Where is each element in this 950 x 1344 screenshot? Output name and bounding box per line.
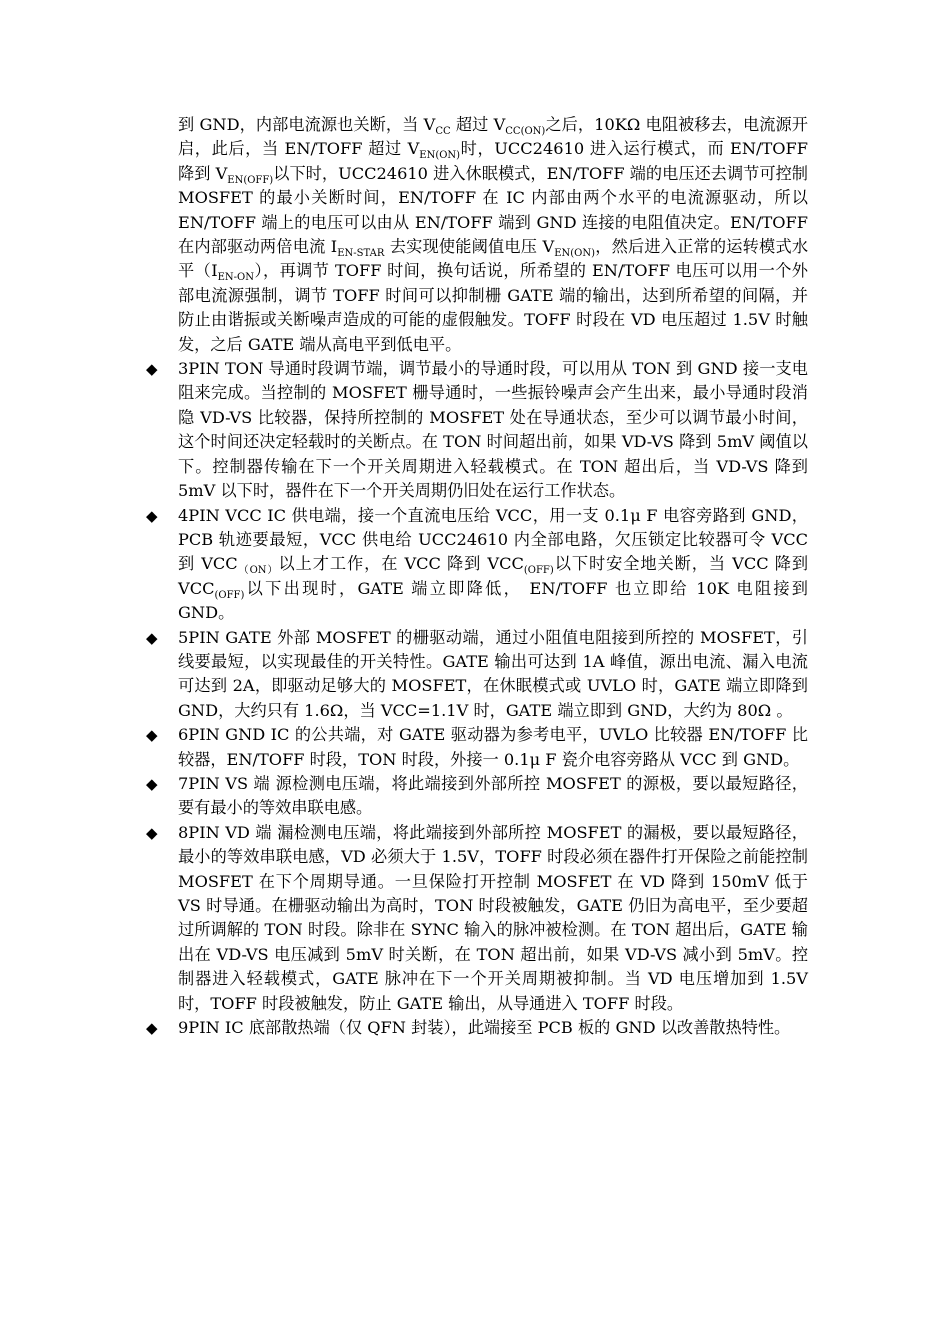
list-item <box>146 626 808 724</box>
body-text: 6PIN GND IC 的公共端，对 GATE 驱动器为参考电平，UVLO 比较器 EN/TOFF 比较器，EN/TOFF 时段，TON 时段，外接一 0.1μ F 瓷介电容旁路从 VCC 到 GND。 <box>178 725 808 769</box>
list-item <box>146 357 808 503</box>
body-text: ），再调节 TOFF 时间，换句话说，所希望的 EN/TOFF 电压可以用一个外部电流源强制，调节 TOFF 时间可以抑制栅 GATE 端的输出，达到所希望的间隔，并防止由谐振或关断噪声造成的可能的虚假触发。TOFF 时段在 VD 电压超过 1.5V 时触发，之后 GATE 端从高电平到低电平。 <box>178 261 808 354</box>
body-text: 超过 V <box>450 115 506 134</box>
list-item <box>146 1016 808 1040</box>
document-body <box>146 113 809 1040</box>
diamond-icon: ◆ <box>146 360 158 379</box>
body-text: 以下时，UCC24610 进入休眠模式，EN/TOFF 端的电压还去调节可控制 MOSFET 的最小关断时间，EN/TOFF 在 IC 内部由两个水平的电流源驱动，所以 EN/TOFF 端上的电压可以由从 EN/TOFF 端到 GND 连接的电阻值决定。EN/TOFF 在内部驱动两倍电流 I <box>178 163 808 257</box>
body-text: ，然后进入正常的运转模式水平（I <box>178 237 809 281</box>
diamond-icon: ◆ <box>146 823 158 842</box>
body-text: 以上才工作，在 VCC 降到 VCC <box>278 554 524 574</box>
subscript-text: EN-ON <box>217 272 255 284</box>
subscript-text: （ON） <box>237 565 279 577</box>
subscript-text: EN(ON) <box>554 248 596 260</box>
subscript-text: EN(ON) <box>419 150 461 162</box>
subscript-text: CC(ON) <box>505 126 546 137</box>
list-item <box>146 723 808 772</box>
body-text: 去实现使能阈值电压 V <box>384 237 555 257</box>
diamond-icon: ◆ <box>146 506 158 525</box>
subscript-text: (OFF) <box>523 565 554 577</box>
body-text: 4PIN VCC IC 供电端，接一个直流电压给 VCC，用一支 0.1μ F 电容旁路到 GND，PCB 轨迹要最短，VCC 供电给 UCC24610 内全部电路，欠压锁定比较器可令 VCC 到 VCC <box>178 505 808 574</box>
body-text: 之后，10KΩ 电阻被移去，电流源开启，此后，当 EN/TOFF 超过 V <box>178 115 808 159</box>
diamond-icon: ◆ <box>146 726 158 745</box>
subscript-text: EN-STAR <box>337 248 385 260</box>
diamond-icon: ◆ <box>146 1019 158 1038</box>
body-text: 5PIN GATE 外部 MOSFET 的栅驱动端，通过小阻值电阻接到所控的 MOSFET，引线要最短，以实现最佳的开关特性。GATE 输出可达到 1A 峰值，源出电流、漏入电流可达到 2A，即驱动足够大的 MOSFET，在休眠模式或 UVLO 时，GATE 端立即降到 GND，大约只有 1.6Ω，当 VCC=1.1V 时，GATE 端立即到 GND，大约为 80Ω 。 <box>178 627 808 720</box>
diamond-icon: ◆ <box>146 628 158 647</box>
subscript-text: EN(OFF) <box>227 174 274 186</box>
diamond-icon: ◆ <box>146 774 158 793</box>
subscript-text: CC <box>435 126 451 137</box>
body-text: 8PIN VD 端 漏检测电压端，将此端接到外部所控 MOSFET 的漏极，要以最短路径，最小的等效串联电感，VD 必须大于 1.5V，TOFF 时段必须在器件打开保险之前能控制 MOSFET 在下个周期导通。一旦保险打开控制 MOSFET 在 VD 降到 150mV 低于 VS 时导通。在栅驱动输出为高时，TON 时段被触发，GATE 仍旧为高电平，至少要超过所调解的 TON 时段。除非在 SYNC 输入的脉冲被检测。在 TON 超出后，GATE 输出在 VD-VS 电压减到 5mV 时关断，在 TON 超出前，如果 VD-VS 减小到 5mV。控制器进入轻载模式，GATE 脉冲在下一个开关周期被抑制。当 VD 电压增加到 1.5V 时，TOFF 时段被触发，防止 GATE 输出，从导通进入 TOFF 时段。 <box>178 822 808 1013</box>
body-text: 到 GND，内部电流源也关断，当 V <box>178 115 436 134</box>
body-text: 9PIN IC 底部散热端（仅 QFN 封装），此端接至 PCB 板的 GND 以改善散热特性。 <box>178 1018 791 1038</box>
list-item <box>146 772 808 821</box>
list-item <box>146 504 809 626</box>
intro-paragraph <box>178 113 808 357</box>
body-text: 以下出现时，GATE 端立即降低， EN/TOFF 也立即给 10K 电阻接到 GND。 <box>178 578 808 623</box>
subscript-text: (OFF) <box>214 589 245 601</box>
body-text: 以下时安全地关断，当 VCC 降到 VCC <box>178 554 809 598</box>
body-text: 7PIN VS 端 源检测电压端，将此端接到外部所控 MOSFET 的源极，要以最短路径，要有最小的等效串联电感。 <box>178 773 808 818</box>
pin-description-list <box>146 357 809 1040</box>
body-text: 3PIN TON 导通时段调节端，调节最小的导通时段，可以用从 TON 到 GND 接一支电阻来完成。当控制的 MOSFET 栅导通时，一些振铃噪声会产生出来，最小导通时段消隐 VD-VS 比较器，保持所控制的 MOSFET 处在导通状态，至少可以调节最小时间，这个时间还决定轻载时的关断点。在 TON 时间超出前，如果 VD-VS 降到 5mV 阈值以下。控制器传输在下一个开关周期进入轻载模式。在 TON 超出后，当 VD-VS 降到 5mV 以下时，器件在下一个开关周期仍旧处在运行工作状态。 <box>178 359 808 501</box>
body-text: 时，UCC24610 进入运行模式，而 EN/TOFF 降到 V <box>178 139 808 183</box>
list-item <box>146 821 808 1016</box>
